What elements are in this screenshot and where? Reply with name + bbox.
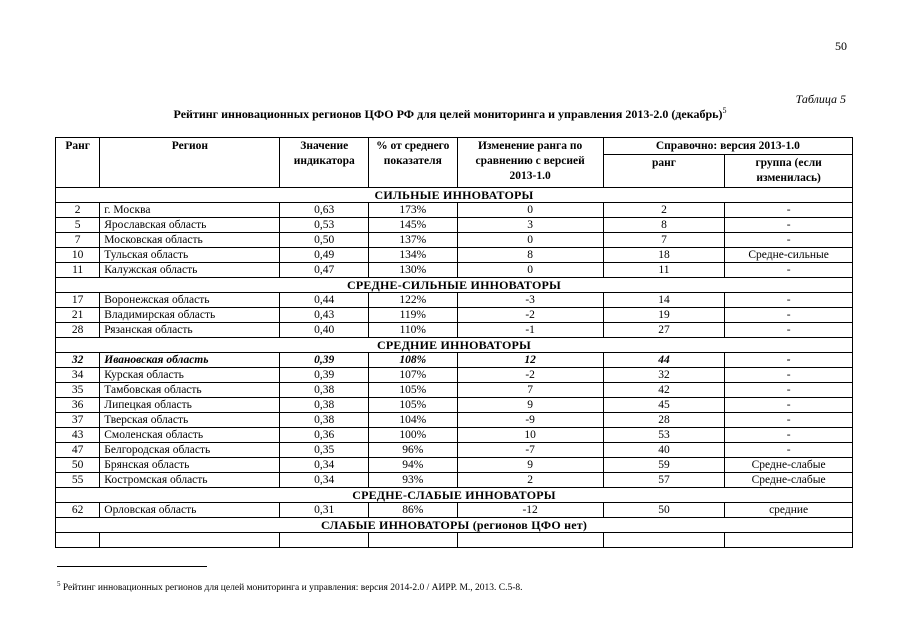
- cell-rank: 62: [56, 503, 100, 518]
- cell-ref-group: -: [725, 353, 853, 368]
- cell-region: Московская область: [100, 233, 280, 248]
- table-row: [56, 263, 853, 278]
- cell-region: Тульская область: [100, 248, 280, 263]
- header-rank: Ранг: [56, 138, 100, 188]
- cell-percent: 110%: [369, 323, 458, 338]
- cell-value: 0,39: [280, 368, 369, 383]
- section-header-row: [56, 488, 853, 503]
- cell-ref-group: -: [725, 428, 853, 443]
- section-title: СРЕДНИЕ ИННОВАТОРЫ: [56, 338, 853, 353]
- cell-value: 0,49: [280, 248, 369, 263]
- cell-ref-rank: 18: [603, 248, 725, 263]
- section-title: СЛАБЫЕ ИННОВАТОРЫ (регионов ЦФО нет): [56, 518, 853, 533]
- table-row: [56, 293, 853, 308]
- section-title: СРЕДНЕ-СЛАБЫЕ ИННОВАТОРЫ: [56, 488, 853, 503]
- cell-rank-change: 9: [457, 458, 603, 473]
- cell-rank-change: -9: [457, 413, 603, 428]
- cell-percent: 134%: [369, 248, 458, 263]
- document-title: [60, 106, 840, 122]
- cell-ref-rank: 57: [603, 473, 725, 488]
- cell-ref-group: -: [725, 323, 853, 338]
- empty-cell: [280, 533, 369, 548]
- cell-region: Калужская область: [100, 263, 280, 278]
- cell-region: Тамбовская область: [100, 383, 280, 398]
- cell-rank: 17: [56, 293, 100, 308]
- table-row: [56, 218, 853, 233]
- cell-region: Смоленская область: [100, 428, 280, 443]
- cell-value: 0,47: [280, 263, 369, 278]
- empty-cell: [457, 533, 603, 548]
- footnote: [57, 580, 837, 593]
- cell-value: 0,50: [280, 233, 369, 248]
- cell-rank-change: 2: [457, 473, 603, 488]
- empty-table-row: [56, 533, 853, 548]
- cell-ref-group: -: [725, 233, 853, 248]
- cell-ref-group: -: [725, 293, 853, 308]
- cell-ref-group: -: [725, 368, 853, 383]
- cell-value: 0,34: [280, 473, 369, 488]
- cell-rank: 21: [56, 308, 100, 323]
- header-reference: Справочно: версия 2013-1.0: [603, 138, 852, 155]
- table-row: [56, 413, 853, 428]
- cell-value: 0,44: [280, 293, 369, 308]
- table-row: [56, 443, 853, 458]
- cell-ref-rank: 50: [603, 503, 725, 518]
- empty-cell: [725, 533, 853, 548]
- cell-percent: 122%: [369, 293, 458, 308]
- cell-rank: 35: [56, 383, 100, 398]
- cell-region: Брянская область: [100, 458, 280, 473]
- cell-rank: 5: [56, 218, 100, 233]
- cell-rank: 34: [56, 368, 100, 383]
- cell-rank: 28: [56, 323, 100, 338]
- cell-value: 0,31: [280, 503, 369, 518]
- cell-ref-rank: 7: [603, 233, 725, 248]
- cell-rank: 7: [56, 233, 100, 248]
- cell-ref-rank: 53: [603, 428, 725, 443]
- section-title: СИЛЬНЫЕ ИННОВАТОРЫ: [56, 188, 853, 203]
- cell-region: Воронежская область: [100, 293, 280, 308]
- cell-percent: 137%: [369, 233, 458, 248]
- cell-rank: 47: [56, 443, 100, 458]
- title-footnote-mark: 5: [722, 106, 727, 115]
- cell-value: 0,35: [280, 443, 369, 458]
- cell-rank-change: 8: [457, 248, 603, 263]
- table-row: [56, 428, 853, 443]
- empty-cell: [100, 533, 280, 548]
- table-row: [56, 308, 853, 323]
- footnote-divider: [57, 566, 207, 567]
- cell-ref-group: -: [725, 218, 853, 233]
- table-header-row: [56, 138, 853, 155]
- table-row: [56, 203, 853, 218]
- cell-rank-change: 9: [457, 398, 603, 413]
- cell-ref-rank: 32: [603, 368, 725, 383]
- cell-ref-rank: 11: [603, 263, 725, 278]
- table-row: [56, 233, 853, 248]
- cell-rank-change: 0: [457, 203, 603, 218]
- table-row: [56, 383, 853, 398]
- cell-region: Липецкая область: [100, 398, 280, 413]
- cell-ref-group: -: [725, 308, 853, 323]
- cell-ref-group: -: [725, 383, 853, 398]
- cell-value: 0,36: [280, 428, 369, 443]
- cell-rank: 10: [56, 248, 100, 263]
- section-header-row: [56, 188, 853, 203]
- table-row: [56, 368, 853, 383]
- cell-value: 0,43: [280, 308, 369, 323]
- cell-value: 0,40: [280, 323, 369, 338]
- table-row: [56, 248, 853, 263]
- cell-ref-group: средние: [725, 503, 853, 518]
- innovation-rating-table: [55, 137, 853, 548]
- header-rank-change: Изменение ранга по сравнению с версией 2013-1.0: [457, 138, 603, 188]
- cell-percent: 105%: [369, 398, 458, 413]
- cell-percent: 145%: [369, 218, 458, 233]
- cell-rank-change: 10: [457, 428, 603, 443]
- header-ref-rank: ранг: [603, 155, 725, 188]
- cell-rank: 32: [56, 353, 100, 368]
- empty-cell: [369, 533, 458, 548]
- header-percent: % от среднего показателя: [369, 138, 458, 188]
- cell-ref-rank: 27: [603, 323, 725, 338]
- cell-value: 0,34: [280, 458, 369, 473]
- cell-ref-group: -: [725, 413, 853, 428]
- cell-value: 0,38: [280, 383, 369, 398]
- cell-ref-group: Средне-сильные: [725, 248, 853, 263]
- cell-rank: 55: [56, 473, 100, 488]
- cell-ref-group: -: [725, 263, 853, 278]
- cell-rank-change: 12: [457, 353, 603, 368]
- cell-percent: 86%: [369, 503, 458, 518]
- table-row: [56, 353, 853, 368]
- page-number: 50: [835, 39, 847, 53]
- cell-region: Тверская область: [100, 413, 280, 428]
- cell-value: 0,38: [280, 413, 369, 428]
- cell-rank-change: 7: [457, 383, 603, 398]
- cell-region: Рязанская область: [100, 323, 280, 338]
- cell-ref-rank: 19: [603, 308, 725, 323]
- cell-percent: 96%: [369, 443, 458, 458]
- cell-region: Ярославская область: [100, 218, 280, 233]
- cell-ref-rank: 59: [603, 458, 725, 473]
- cell-region: Курская область: [100, 368, 280, 383]
- cell-ref-rank: 8: [603, 218, 725, 233]
- empty-cell: [603, 533, 725, 548]
- cell-rank: 2: [56, 203, 100, 218]
- table-row: [56, 503, 853, 518]
- cell-percent: 173%: [369, 203, 458, 218]
- cell-rank-change: 0: [457, 233, 603, 248]
- section-header-row: [56, 278, 853, 293]
- cell-value: 0,38: [280, 398, 369, 413]
- cell-region: г. Москва: [100, 203, 280, 218]
- table-label: Таблица 5: [795, 92, 846, 106]
- cell-percent: 130%: [369, 263, 458, 278]
- cell-region: Орловская область: [100, 503, 280, 518]
- cell-ref-rank: 28: [603, 413, 725, 428]
- cell-rank-change: -12: [457, 503, 603, 518]
- table-row: [56, 473, 853, 488]
- cell-region: Владимирская область: [100, 308, 280, 323]
- cell-ref-rank: 45: [603, 398, 725, 413]
- cell-ref-rank: 14: [603, 293, 725, 308]
- cell-rank-change: -3: [457, 293, 603, 308]
- cell-region: Белгородская область: [100, 443, 280, 458]
- cell-ref-group: -: [725, 398, 853, 413]
- cell-rank-change: 0: [457, 263, 603, 278]
- cell-percent: 94%: [369, 458, 458, 473]
- section-header-row: [56, 338, 853, 353]
- cell-region: Костромская область: [100, 473, 280, 488]
- cell-percent: 105%: [369, 383, 458, 398]
- cell-rank-change: -2: [457, 308, 603, 323]
- footnote-text: Рейтинг инновационных регионов для целей мониторинга и управления: версия 2014-2.0 / АИРР. М., 2013. С.5-8.: [62, 583, 523, 594]
- cell-region: Ивановская область: [100, 353, 280, 368]
- table-row: [56, 458, 853, 473]
- section-header-row: [56, 518, 853, 533]
- section-title: СРЕДНЕ-СИЛЬНЫЕ ИННОВАТОРЫ: [56, 278, 853, 293]
- cell-rank: 11: [56, 263, 100, 278]
- cell-ref-rank: 40: [603, 443, 725, 458]
- cell-ref-group: -: [725, 443, 853, 458]
- cell-rank-change: -2: [457, 368, 603, 383]
- cell-percent: 107%: [369, 368, 458, 383]
- table-row: [56, 323, 853, 338]
- cell-percent: 104%: [369, 413, 458, 428]
- cell-rank: 50: [56, 458, 100, 473]
- cell-rank: 36: [56, 398, 100, 413]
- cell-ref-group: -: [725, 203, 853, 218]
- cell-ref-group: Средне-слабые: [725, 458, 853, 473]
- header-ref-group: группа (если изменилась): [725, 155, 853, 188]
- cell-value: 0,39: [280, 353, 369, 368]
- footnote-mark: 5: [57, 580, 61, 588]
- header-value: Значение индикатора: [280, 138, 369, 188]
- cell-rank: 43: [56, 428, 100, 443]
- cell-value: 0,63: [280, 203, 369, 218]
- cell-ref-group: Средне-слабые: [725, 473, 853, 488]
- table-row: [56, 398, 853, 413]
- cell-ref-rank: 44: [603, 353, 725, 368]
- cell-rank-change: -1: [457, 323, 603, 338]
- empty-cell: [56, 533, 100, 548]
- cell-rank: 37: [56, 413, 100, 428]
- cell-value: 0,53: [280, 218, 369, 233]
- cell-rank-change: 3: [457, 218, 603, 233]
- cell-ref-rank: 2: [603, 203, 725, 218]
- cell-rank-change: -7: [457, 443, 603, 458]
- cell-ref-rank: 42: [603, 383, 725, 398]
- cell-percent: 93%: [369, 473, 458, 488]
- cell-percent: 119%: [369, 308, 458, 323]
- document-title-text: Рейтинг инновационных регионов ЦФО РФ для целей мониторинга и управления 2013-2.0 (декабрь): [173, 107, 723, 121]
- header-region: Регион: [100, 138, 280, 188]
- cell-percent: 100%: [369, 428, 458, 443]
- cell-percent: 108%: [369, 353, 458, 368]
